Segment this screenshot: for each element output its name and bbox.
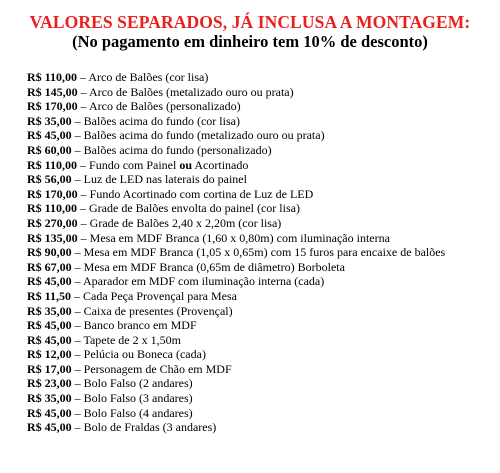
dash-separator: – (74, 318, 81, 333)
price-value: R$ 35,00 (27, 391, 72, 406)
dash-separator: – (80, 99, 87, 114)
item-description: Grade de Balões envolta do painel (cor lisa) (89, 201, 300, 216)
price-value: R$ 110,00 (27, 70, 78, 84)
item-description: Caixa de presentes (Provençal) (83, 303, 233, 318)
price-value: R$ 67,00 (27, 259, 72, 274)
item-description: Banco branco em MDF (83, 318, 197, 333)
dash-separator: – (74, 361, 81, 376)
dash-separator: – (74, 376, 81, 391)
price-value: R$ 170,00 (27, 186, 78, 201)
item-description: Bolo Falso (4 andares) (83, 405, 193, 420)
dash-separator: – (74, 391, 81, 406)
price-row (27, 376, 497, 391)
price-value: R$ 45,00 (27, 318, 72, 333)
item-description: Balões acima do fundo (personalizado) (83, 142, 272, 157)
dash-separator: – (74, 245, 81, 260)
dash-separator: – (74, 142, 81, 157)
price-row (27, 347, 497, 362)
price-list (27, 70, 497, 435)
price-row (27, 289, 497, 304)
price-value: R$ 56,00 (27, 172, 72, 187)
dash-separator: – (74, 259, 81, 274)
dash-separator: – (80, 157, 87, 172)
price-row (27, 128, 497, 143)
item-description: Balões acima do fundo (cor lisa) (83, 113, 240, 128)
item-description: Arco de Balões (personalizado) (89, 99, 241, 114)
price-row (27, 114, 497, 129)
item-description: Fundo Acortinado com cortina de Luz de LED (89, 186, 314, 201)
item-description: Pelúcia ou Boneca (cada) (83, 347, 206, 362)
dash-separator: – (80, 186, 87, 201)
dash-separator: – (74, 303, 81, 318)
item-description: Fundo com Painel (89, 157, 177, 172)
price-value: R$ 270,00 (27, 215, 78, 230)
dash-separator: – (74, 274, 81, 289)
dash-separator: – (74, 113, 81, 128)
dash-separator: – (74, 347, 81, 362)
dash-separator: – (74, 332, 81, 347)
price-value: R$ 145,00 (27, 84, 78, 99)
price-row (27, 201, 497, 216)
dash-separator: – (80, 84, 87, 99)
item-description: Bolo Falso (3 andares) (83, 391, 193, 406)
dash-separator: – (80, 230, 87, 245)
price-value: R$ 110,00 (27, 201, 78, 216)
dash-separator: – (74, 405, 81, 420)
price-value: R$ 17,00 (27, 361, 72, 376)
item-description-emphasis: ou (179, 157, 193, 172)
item-description: Personagem de Chão em MDF (83, 361, 232, 376)
item-description: Arco de Balões (metalizado ouro ou prata) (89, 84, 294, 99)
price-row (27, 304, 497, 319)
price-value: R$ 170,00 (27, 99, 78, 114)
dash-separator: – (74, 420, 81, 435)
header (0, 12, 500, 51)
item-description: Arco de Balões (cor lisa) (88, 70, 209, 84)
price-row (27, 406, 497, 421)
price-row (27, 274, 497, 289)
item-description-continuation: Acortinado (194, 157, 249, 172)
price-row (27, 158, 497, 173)
price-row (27, 391, 497, 406)
item-description: Luz de LED nas laterais do painel (83, 172, 247, 187)
item-description: Mesa em MDF Branca (1,60 x 0,80m) com iluminação interna (89, 230, 390, 245)
dash-separator: – (74, 172, 81, 187)
price-row (27, 260, 497, 275)
price-row (27, 333, 497, 348)
item-description: Grade de Balões 2,40 x 2,20m (cor lisa) (89, 215, 282, 230)
dash-separator: – (80, 70, 87, 84)
price-row (27, 143, 497, 158)
item-description: Bolo Falso (2 andares) (83, 376, 193, 391)
price-row (27, 85, 497, 100)
price-value: R$ 90,00 (27, 245, 72, 260)
page-subtitle: (No pagamento em dinheiro tem 10% de desconto) (72, 32, 428, 51)
price-value: R$ 45,00 (27, 420, 72, 435)
item-description: Mesa em MDF Branca (1,05 x 0,65m) com 15 furos para encaixe de balões (83, 245, 446, 260)
price-row (27, 245, 497, 260)
price-row (27, 420, 497, 435)
price-row (27, 318, 497, 333)
price-value: R$ 23,00 (27, 376, 72, 391)
price-row (27, 99, 497, 114)
page-title: VALORES SEPARADOS, JÁ INCLUSA A MONTAGEM: (29, 12, 471, 32)
price-row (27, 231, 497, 246)
item-description: Aparador em MDF com iluminação interna (cada) (83, 274, 325, 289)
item-description: Cada Peça Provençal para Mesa (83, 288, 237, 303)
item-description: Balões acima do fundo (metalizado ouro ou prata) (83, 128, 325, 143)
dash-separator: – (80, 215, 87, 230)
price-value: R$ 45,00 (27, 128, 72, 143)
price-value: R$ 60,00 (27, 142, 72, 157)
dash-separator: – (74, 288, 81, 303)
price-row (27, 187, 497, 202)
price-value: R$ 135,00 (27, 230, 78, 245)
item-description: Mesa em MDF Branca (0,65m de diâmetro) Borboleta (83, 259, 345, 274)
item-description: Tapete de 2 x 1,50m (83, 332, 181, 347)
price-value: R$ 35,00 (27, 113, 72, 128)
dash-separator: – (74, 128, 81, 143)
price-row (27, 172, 497, 187)
price-value: R$ 12,00 (27, 347, 72, 362)
item-description: Bolo de Fraldas (3 andares) (83, 420, 217, 435)
price-value: R$ 35,00 (27, 303, 72, 318)
price-value: R$ 45,00 (27, 332, 72, 347)
price-value: R$ 45,00 (27, 274, 72, 289)
price-row (27, 70, 497, 85)
price-row (27, 216, 497, 231)
price-value: R$ 11,50 (27, 288, 72, 303)
price-value: R$ 45,00 (27, 405, 72, 420)
price-row (27, 362, 497, 377)
price-value: R$ 110,00 (27, 157, 78, 172)
dash-separator: – (80, 201, 87, 216)
